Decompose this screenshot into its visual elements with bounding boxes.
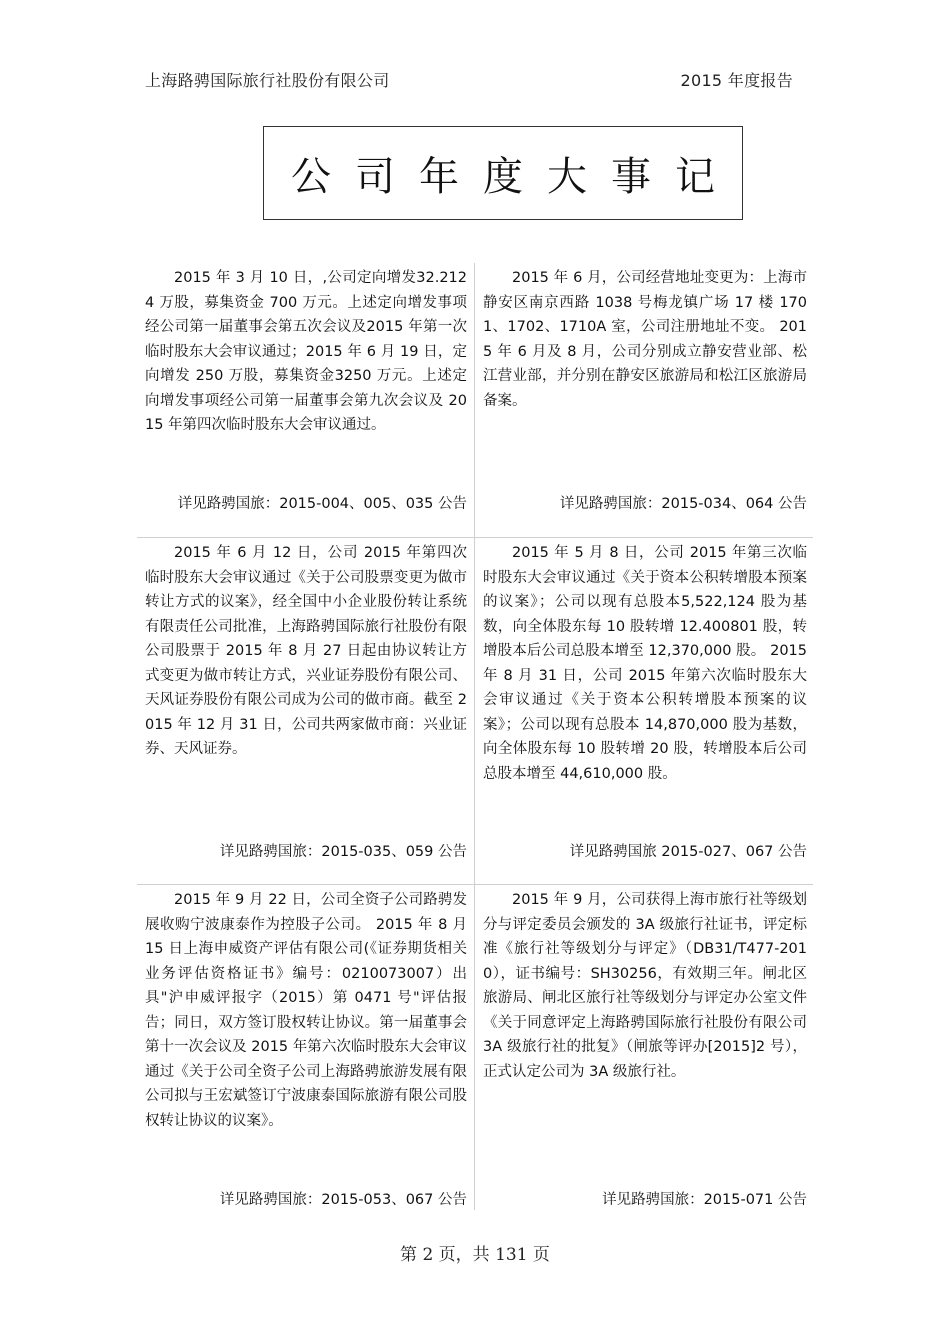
event-text-5: 2015 年 9 月 22 日，公司全资子公司路骋发展收购宁波康泰作为控股子公司。 2015 年 8 月 15 日上海申威资产评估有限公司(《证券期货相关业务评估资格证书》编号：0210073007）出具"沪申威评报字（2015）第 0471 号"评估报告；同日，双方签订股权转让协议。第一届董事会第十一次会议及 2015 年第六次临时股东大会审议通过《关于公司全资子公司上海路骋旅游发展有限公司拟与王宏斌签订宁波康泰国际旅游有限公司股权转让协议的议案》。 [145,892,467,1129]
column-divider [474,263,475,1210]
event-text-4: 2015 年 5 月 8 日，公司 2015 年第三次临时股东大会审议通过《关于资本公积转增股本预案的议案》；公司以现有总股本5,522,124 股为基数，向全体股东每 10 股转增 12.400801 股，转增股本后公司总股本增至 12,370,000 股。 2015 年 8 月 31 日，公司 2015 年第六次临时股东大会审议通过《关于资本公积转增股本预案的议案》；公司以现有总股本 14,870,000 股为基数，向全体股东每 10 股转增 20 股，转增股本后公司总股本增至 44,610,000 股。 [483,545,807,782]
event-text-3: 2015 年 6 月 12 日，公司 2015 年第四次临时股东大会审议通过《关于公司股票变更为做市转让方式的议案》，经全国中小企业股份转让系统有限责任公司批准，上海路骋国际旅行社股份有限公司股票于 2015 年 8 月 27 日起由协议转让方式变更为做市转让方式，兴业证券股份有限公司、天风证券股份有限公司成为公司的做市商。截至 2015 年 12 月 31 日，公司共两家做市商：兴业证券、天风证券。 [145,545,467,757]
page-footer: 第 2 页，共 131 页 [400,1245,550,1265]
event-ref-5: 详见路骋国旅：2015-053、067 公告 [219,1192,467,1208]
header-report: 2015 年度报告 [680,71,793,90]
event-text-2: 2015 年 6 月，公司经营地址变更为：上海市静安区南京西路 1038 号梅龙镇广场 17 楼 1701、1702、1710A 室，公司注册地址不变。 2015 年 6 月及 8 月，公司分别成立静安营业部、松江营业部，并分别在静安区旅游局和松江区旅游局备案。 [483,270,807,409]
event-text-1: 2015 年 3 月 10 日，,公司定向增发32.2124 万股，募集资金 700 万元。上述定向增发事项经公司第一届董事会第五次会议及2015 年第一次临时股东大会审议通过；2015 年 6 月 19 日，定向增发 250 万股，募集资金3250 万元。上述定向增发事项经公司第一届董事会第九次会议及 2015 年第四次临时股东大会审议通过。 [145,270,467,433]
event-ref-6: 详见路骋国旅：2015-071 公告 [602,1192,807,1208]
page-title: 公司年度大事记 [291,153,739,200]
row-divider [137,537,813,538]
header-company: 上海路骋国际旅行社股份有限公司 [145,71,390,90]
event-ref-3: 详见路骋国旅：2015-035、059 公告 [219,844,467,860]
event-ref-2: 详见路骋国旅：2015-034、064 公告 [559,496,807,512]
row-divider [137,884,813,885]
title-box [263,126,743,220]
event-ref-4: 详见路骋国旅 2015-027、067 公告 [569,844,807,860]
event-ref-1: 详见路骋国旅：2015-004、005、035 公告 [177,496,467,512]
event-text-6: 2015 年 9 月，公司获得上海市旅行社等级划分与评定委员会颁发的 3A 级旅行社证书，评定标准《旅行社等级划分与评定》（DB31/T477-2010），证书编号：SH30256，有效期三年。闸北区旅游局、闸北区旅行社等级划分与评定办公室文件《关于同意评定上海路骋国际旅行社股份有限公司 3A 级旅行社的批复》（闸旅等评办[2015]2 号），正式认定公司为 3A 级旅行社。 [483,892,807,1080]
